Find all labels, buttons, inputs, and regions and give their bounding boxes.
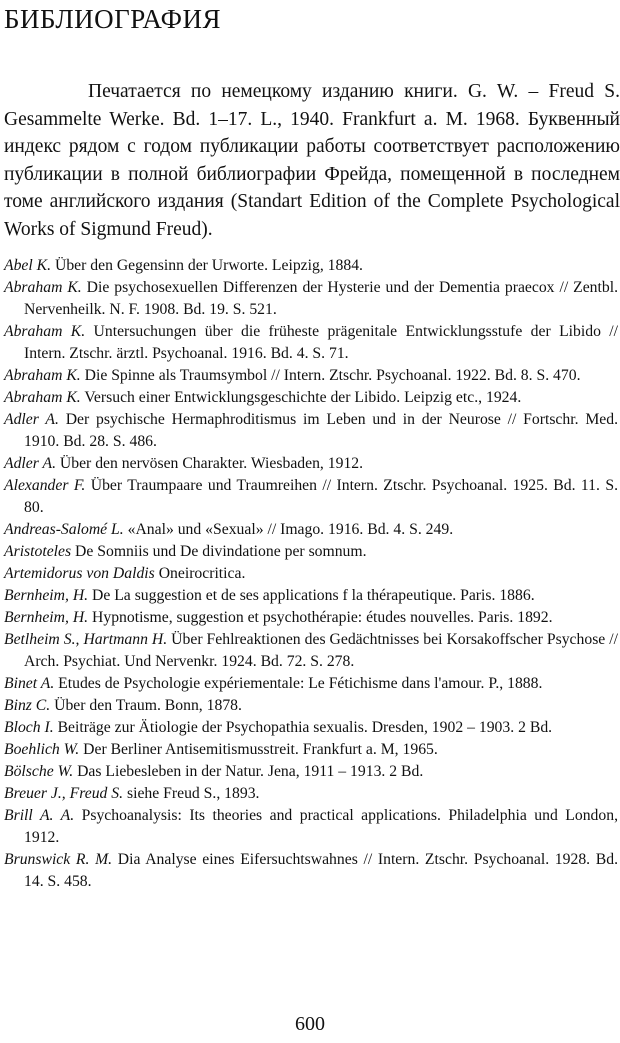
bibliography-entry	[4, 277, 618, 321]
bibliography-entry	[4, 673, 618, 695]
bibliography-entry	[4, 783, 618, 805]
entry-author: Boehlich W.	[4, 741, 80, 758]
bibliography-entry	[4, 761, 618, 783]
entry-text: Psychoanalysis: Its theories and practical applications. Philadelphia und London, 1912.	[24, 807, 618, 846]
bibliography-entry	[4, 387, 618, 409]
entry-text: Das Liebesleben in der Natur. Jena, 1911 – 1913. 2 Bd.	[73, 763, 424, 780]
entry-author: Binet A.	[4, 675, 55, 692]
entry-author: Bölsche W.	[4, 763, 74, 780]
entry-text: Über den Gegensinn der Urworte. Leipzig, 1884.	[51, 257, 363, 274]
entry-author: Andreas-Salomé L.	[4, 521, 124, 538]
entry-text: Über Traumpaare und Traumreihen // Intern. Ztschr. Psychoanal. 1925. Bd. 11. S. 80.	[24, 477, 618, 516]
entry-author: Betlheim S., Hartmann H.	[4, 631, 168, 648]
bibliography-entry	[4, 629, 618, 673]
bibliography-entry	[4, 453, 618, 475]
bibliography-entry	[4, 519, 618, 541]
entry-text: Oneirocritica.	[154, 565, 246, 582]
entry-author: Abraham K.	[4, 389, 81, 406]
entry-author: Abel K.	[4, 257, 52, 274]
bibliography-entry	[4, 607, 618, 629]
entry-text: Über den Traum. Bonn, 1878.	[50, 697, 242, 714]
entry-author: Binz C.	[4, 697, 51, 714]
entry-text: Über Fehlreaktionen des Gedächtnisses bei Korsakoffscher Psychose // Arch. Psychiat. Und Nervenkr. 1924. Bd. 72. S. 278.	[24, 631, 618, 670]
page-number: 600	[295, 1013, 325, 1035]
page-title: БИБЛИОГРАФИЯ	[4, 4, 221, 34]
entry-author: Alexander F.	[4, 477, 86, 494]
entry-text: Beiträge zur Ätiologie der Psychopathia sexualis. Dresden, 1902 – 1903. 2 Bd.	[53, 719, 553, 736]
entry-text: Der psychische Hermaphroditismus im Leben und in der Neurose // Fortschr. Med. 1910. Bd. 28. S. 486.	[24, 411, 618, 450]
entry-author: Aristoteles	[4, 543, 72, 560]
entry-text: siehe Freud S., 1893.	[123, 785, 260, 802]
entry-text: Die Spinne als Traumsymbol // Intern. Ztschr. Psychoanal. 1922. Bd. 8. S. 470.	[80, 367, 581, 384]
entry-author: Brunswick R. M.	[4, 851, 113, 868]
bibliography-list	[4, 255, 618, 893]
entry-author: Brill A. A.	[4, 807, 75, 824]
entry-text: Über den nervösen Charakter. Wiesbaden, 1912.	[56, 455, 364, 472]
entry-text: Etudes de Psychologie expériementale: Le Fétichisme dans l'amour. P., 1888.	[54, 675, 543, 692]
entry-author: Artemidorus von Daldis	[4, 565, 155, 582]
entry-text: Der Berliner Antisemitismusstreit. Frankfurt a. M, 1965.	[79, 741, 438, 758]
bibliography-entry	[4, 739, 618, 761]
entry-text: Hypnotisme, suggestion et psychothérapie: études nouvelles. Paris. 1892.	[88, 609, 553, 626]
bibliography-entry	[4, 475, 618, 519]
entry-text: Versuch einer Entwicklungsgeschichte der Libido. Leipzig etc., 1924.	[80, 389, 522, 406]
entry-text: Die psychosexuellen Differenzen der Hysterie und der Dementia praecox // Zentbl. Nervenheilk. N. F. 1908. Bd. 19. S. 521.	[24, 279, 619, 318]
bibliography-entry	[4, 321, 618, 365]
intro-paragraph: Печатается по немецкому изданию книги. G. W. – Freud S. Gesammelte Werke. Bd. 1–17. L., 1940. Frankfurt a. M. 1968. Буквенный индекс рядом с годом публикации работы соответствует расположению публикации в полной библиографии Фрейда, помещенной в последнем томе английского издания (Standart Edition of the Complete Psychological Works of Sigmund Freud).	[4, 81, 620, 240]
bibliography-entry	[4, 717, 618, 739]
bibliography-entry	[4, 695, 618, 717]
entry-author: Breuer J., Freud S.	[4, 785, 124, 802]
bibliography-entry	[4, 563, 618, 585]
bibliography-entry	[4, 585, 618, 607]
entry-author: Adler A.	[4, 411, 59, 428]
entry-author: Bernheim, H.	[4, 587, 89, 604]
bibliography-entry	[4, 255, 618, 277]
entry-text: «Anal» und «Sexual» // Imago. 1916. Bd. 4. S. 249.	[123, 521, 454, 538]
bibliography-entry	[4, 365, 618, 387]
entry-text: De La suggestion et de ses applications f la thérapeutique. Paris. 1886.	[88, 587, 535, 604]
entry-author: Bernheim, H.	[4, 609, 89, 626]
entry-text: De Somniis und De divindatione per somnum.	[71, 543, 367, 560]
bibliography-entry	[4, 409, 618, 453]
entry-author: Adler A.	[4, 455, 56, 472]
entry-text: Untersuchungen über die früheste prägenitale Entwicklungsstufe der Libido // Intern. Ztschr. ärztl. Psychoanal. 1916. Bd. 4. S. 71.	[24, 323, 619, 362]
entry-author: Abraham K.	[4, 367, 81, 384]
entry-author: Abraham K.	[4, 323, 86, 340]
entry-author: Bloch I.	[4, 719, 54, 736]
bibliography-entry	[4, 849, 618, 893]
bibliography-entry	[4, 541, 618, 563]
entry-text: Dia Analyse eines Eifersuchtswahnes // Intern. Ztschr. Psychoanal. 1928. Bd. 14. S. 458.	[24, 851, 618, 890]
entry-author: Abraham K.	[4, 279, 82, 296]
bibliography-entry	[4, 805, 618, 849]
